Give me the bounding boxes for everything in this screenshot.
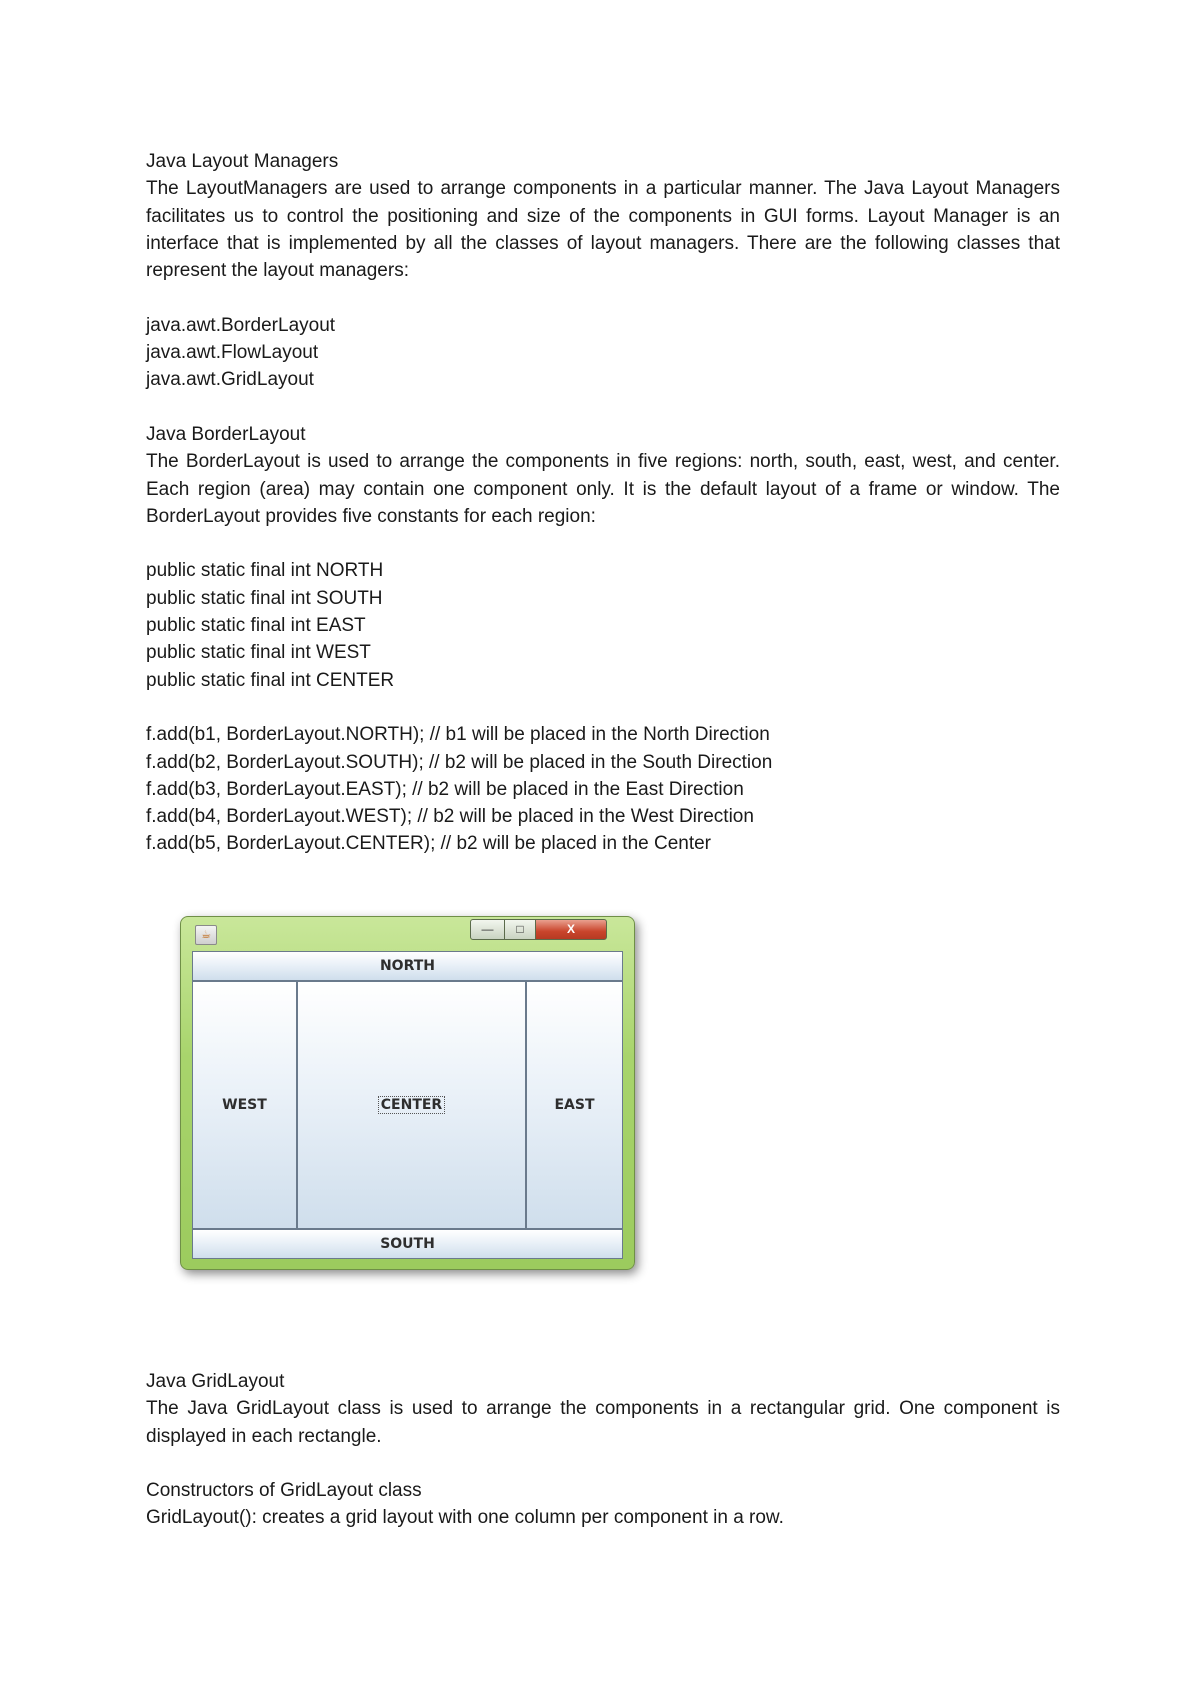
borderlayout-paragraph: The BorderLayout is used to arrange the components in five regions: north, south, east, west, and center. Each region (area) may contain one component only. It is the default layout of a frame or window. The BorderLayout provides five constants for each region: xyxy=(146,451,1060,527)
class-item: java.awt.BorderLayout xyxy=(146,314,336,336)
minimize-button[interactable]: — xyxy=(470,919,505,940)
window-titlebar xyxy=(181,917,634,951)
south-label: SOUTH xyxy=(380,1236,435,1252)
constant-item: public static final int CENTER xyxy=(146,669,395,691)
class-item: java.awt.GridLayout xyxy=(146,369,314,391)
document-page xyxy=(146,148,1060,858)
west-label: WEST xyxy=(222,1097,267,1113)
code-line: f.add(b1, BorderLayout.NORTH); // b1 will be placed in the North Direction xyxy=(146,724,770,746)
north-label: NORTH xyxy=(379,958,436,974)
document-page-lower xyxy=(146,1368,1060,1532)
gridlayout-paragraph: The Java GridLayout class is used to arrange the components in a rectangular grid. One component is displayed in each rectangle. xyxy=(146,1398,1060,1447)
window-content xyxy=(192,951,623,1259)
borderlayout-window-figure xyxy=(180,916,637,1272)
code-line: f.add(b2, BorderLayout.SOUTH); // b2 will be placed in the South Direction xyxy=(146,751,773,773)
class-item: java.awt.FlowLayout xyxy=(146,342,319,364)
center-button[interactable] xyxy=(297,981,526,1229)
spacer xyxy=(146,394,1060,421)
east-button[interactable] xyxy=(526,981,623,1229)
java-app-icon: ☕ xyxy=(195,925,217,945)
spacer xyxy=(146,1450,1060,1477)
code-line: f.add(b4, BorderLayout.WEST); // b2 will be placed in the West Direction xyxy=(146,806,754,828)
east-label: EAST xyxy=(554,1097,595,1113)
code-line: f.add(b3, BorderLayout.EAST); // b2 will be placed in the East Direction xyxy=(146,778,744,800)
spacer xyxy=(146,530,1060,557)
intro-paragraph: The LayoutManagers are used to arrange components in a particular manner. The Java Layout Managers facilitates us to control the positioning and size of the components in GUI forms. Layout Manager is an interface that is implemented by all the classes of layout managers. There are the following classes that represent the layout managers: xyxy=(146,178,1060,282)
spacer xyxy=(146,284,1060,311)
constant-item: public static final int EAST xyxy=(146,615,366,637)
west-button[interactable] xyxy=(192,981,297,1229)
spacer xyxy=(146,694,1060,721)
constant-item: public static final int NORTH xyxy=(146,560,384,582)
north-button[interactable] xyxy=(192,951,623,981)
constant-item: public static final int SOUTH xyxy=(146,587,383,609)
constructors-heading: Constructors of GridLayout class xyxy=(146,1480,422,1502)
center-label: CENTER xyxy=(378,1096,445,1114)
maximize-button[interactable]: □ xyxy=(504,919,536,940)
section-heading-borderlayout: Java BorderLayout xyxy=(146,423,306,445)
constructor-item: GridLayout(): creates a grid layout with one column per component in a row. xyxy=(146,1507,784,1529)
south-button[interactable] xyxy=(192,1229,623,1259)
window-frame xyxy=(180,916,635,1270)
constant-item: public static final int WEST xyxy=(146,642,371,664)
section-heading-layout-managers: Java Layout Managers xyxy=(146,151,339,172)
close-button[interactable]: X xyxy=(535,919,607,940)
section-heading-gridlayout: Java GridLayout xyxy=(146,1371,285,1392)
code-line: f.add(b5, BorderLayout.CENTER); // b2 will be placed in the Center xyxy=(146,833,712,855)
